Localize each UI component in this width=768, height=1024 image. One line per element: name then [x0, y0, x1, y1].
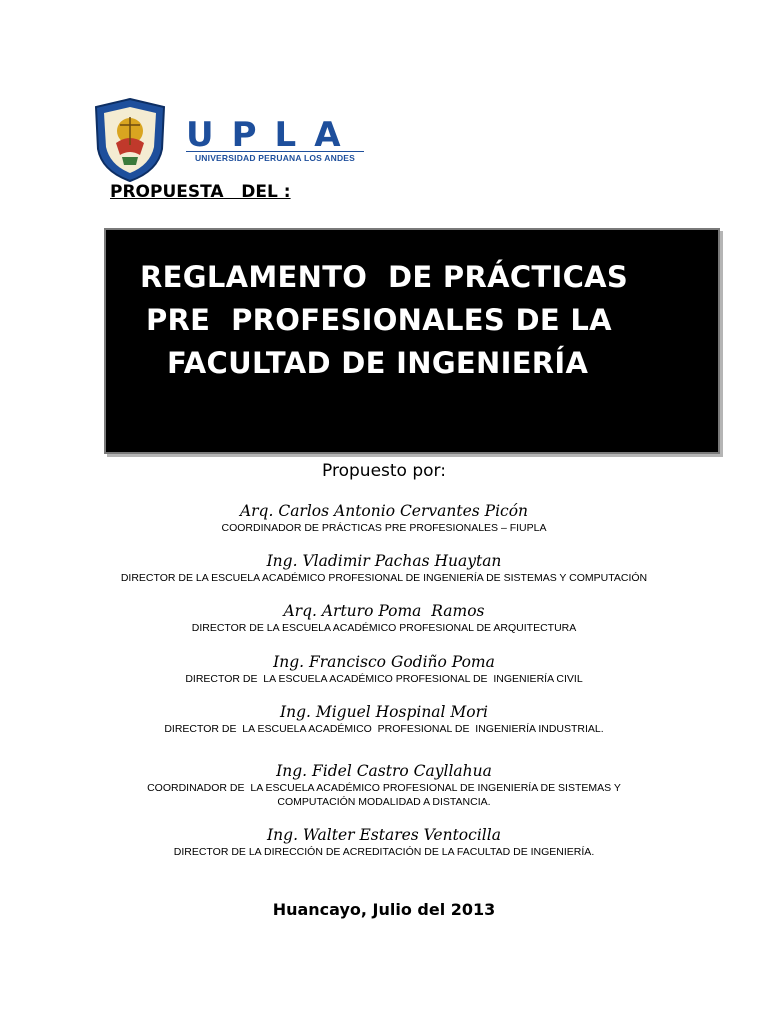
person-entry — [0, 551, 768, 585]
person-entry — [0, 501, 768, 535]
person-role: DIRECTOR DE LA ESCUELA ACADÉMICO PROFESIONAL DE ARQUITECTURA — [191, 622, 577, 634]
proposed-by-label: Propuesto por: — [322, 461, 446, 481]
person-role: DIRECTOR DE LA ESCUELA ACADÉMICO PROFESIONAL DE INGENIERÍA INDUSTRIAL. — [164, 723, 604, 735]
person-name: Ing. Vladimir Pachas Huaytan — [266, 552, 502, 570]
place-and-date: Huancayo, Julio del 2013 — [272, 900, 496, 919]
person-role: COORDINADOR DE LA ESCUELA ACADÉMICO PROFESIONAL DE INGENIERÍA DE SISTEMAS Y — [147, 782, 621, 794]
person-role: COORDINADOR DE PRÁCTICAS PRE PROFESIONALES – FIUPLA — [221, 522, 547, 534]
title-line-1: REGLAMENTO DE PRÁCTICAS — [140, 260, 629, 294]
person-entry — [0, 601, 768, 635]
person-name: Ing. Walter Estares Ventocilla — [267, 826, 501, 844]
person-entry — [0, 825, 768, 859]
person-name: Ing. Francisco Godiño Poma — [273, 653, 495, 671]
person-entry — [0, 761, 768, 809]
person-role: DIRECTOR DE LA ESCUELA ACADÉMICO PROFESIONAL DE INGENIERÍA DE SISTEMAS Y COMPUTACIÓN — [120, 572, 648, 584]
university-name: UNIVERSIDAD PERUANA LOS ANDES — [186, 151, 364, 163]
person-name: Arq. Arturo Poma Ramos — [283, 602, 485, 620]
upla-wordmark: UPLA — [186, 115, 359, 155]
person-name: Ing. Miguel Hospinal Mori — [279, 703, 489, 721]
person-entry — [0, 652, 768, 686]
person-name: Arq. Carlos Antonio Cervantes Picón — [239, 502, 529, 520]
person-role: DIRECTOR DE LA ESCUELA ACADÉMICO PROFESIONAL DE INGENIERÍA CIVIL — [185, 673, 583, 685]
title-line-3: FACULTAD DE INGENIERÍA — [167, 346, 589, 380]
title-line-2: PRE PROFESIONALES DE LA — [146, 303, 612, 337]
person-role: DIRECTOR DE LA DIRECCIÓN DE ACREDITACIÓN DE LA FACULTAD DE INGENIERÍA. — [173, 846, 595, 858]
person-role-continued: COMPUTACIÓN MODALIDAD A DISTANCIA. — [277, 796, 491, 808]
title-box — [104, 228, 720, 454]
person-entry — [0, 702, 768, 736]
university-seal-logo — [92, 97, 168, 183]
proposal-label: PROPUESTA DEL : — [110, 182, 291, 200]
person-name: Ing. Fidel Castro Cayllahua — [276, 762, 492, 780]
